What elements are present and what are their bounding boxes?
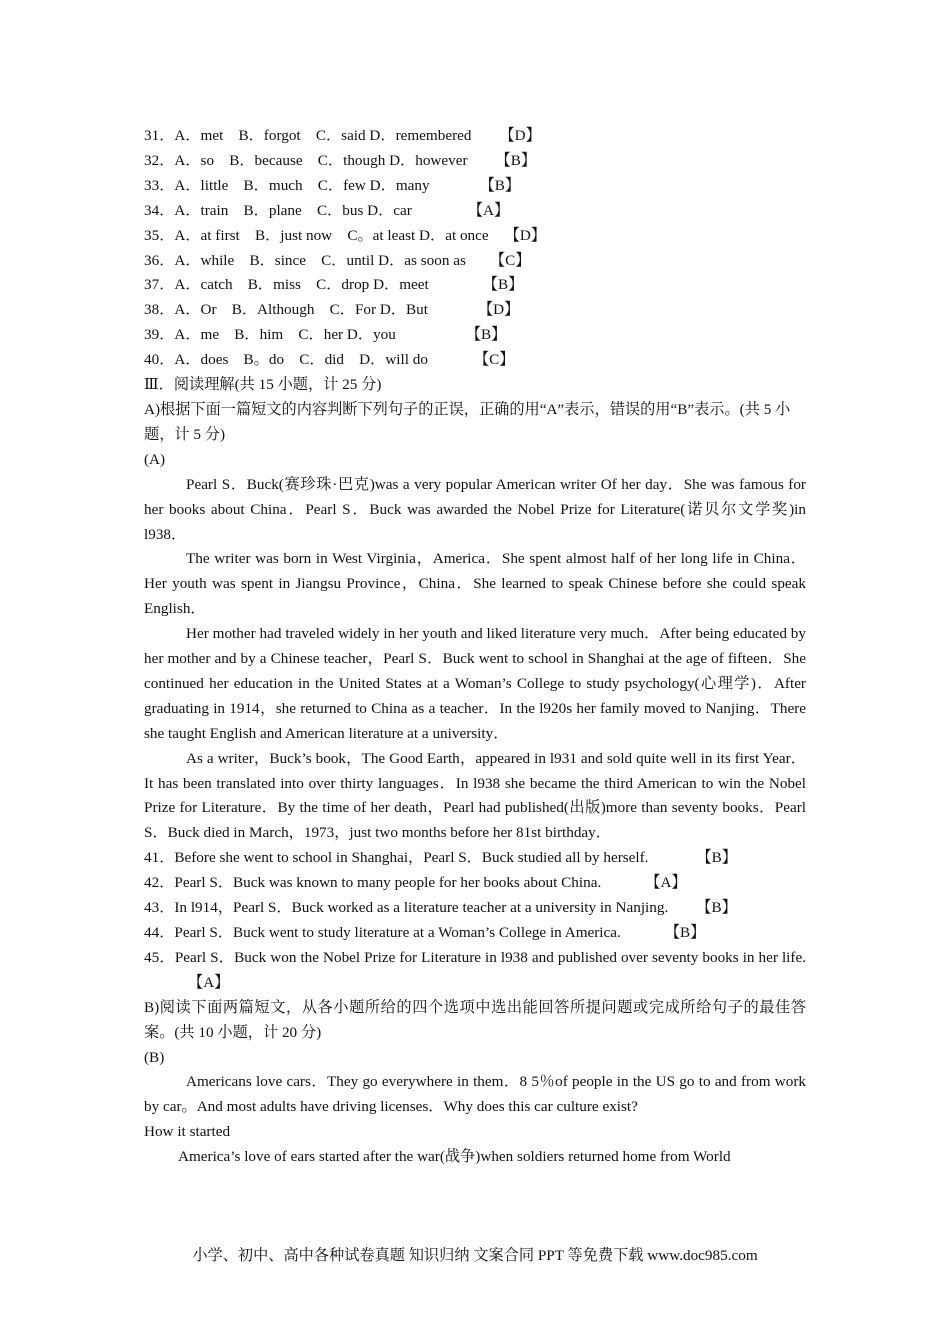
multiple-choice-answers [144, 124, 806, 373]
mc-item-38: 38．A．Or B．Although C．For D．But 【D】 [144, 298, 806, 323]
mc-item-35: 35．A．at first B．just now C。at least D．at once 【D】 [144, 224, 806, 249]
true-false-questions [144, 846, 806, 995]
mc-answer-34: 【A】 [467, 201, 510, 219]
mc-item-33: 33．A．little B．much C．few D．many 【B】 [144, 174, 806, 199]
mc-answer-40: 【C】 [473, 351, 515, 369]
passage-b-paragraph-2: America’s love of ears started after the war(战争)when soldiers returned home from World [178, 1148, 731, 1166]
mc-answer-39: 【B】 [465, 326, 507, 344]
passage-a-paragraph-1: Pearl S．Buck(赛珍珠·巴克)was a very popular American writer Of her day．She was famous for her books about China．Pearl S．Buck was awarded the Nobel Prize for Literature(诺贝尔文学奖)in l938． [144, 475, 806, 543]
tf-item-44: 44．Pearl S．Buck went to study literature at a Woman’s College in America. 【B】 [144, 921, 806, 946]
passage-b-paragraph-1: Americans love cars．They go everywhere in them．8 5％of people in the US go to and from work by car。And most adults have driving licenses．Why does this car culture exist? [144, 1073, 806, 1116]
mc-answer-31: 【D】 [499, 127, 541, 144]
mc-answer-37: 【B】 [482, 276, 524, 294]
mc-answer-38: 【D】 [477, 301, 520, 319]
mc-item-34: 34．A．train B．plane C．bus D．car 【A】 [144, 199, 806, 224]
tf-answer-44: 【B】 [664, 924, 706, 941]
tf-item-45: 45．Pearl S．Buck won the Nobel Prize for Literature in l938 and published over seventy books in her life.【A】 [144, 946, 806, 996]
tf-answer-43: 【B】 [696, 899, 737, 917]
document-page [144, 124, 806, 1170]
part-a-instruction: A)根据下面一篇短文的内容判断下列句子的正误，正确的用“A”表示，错误的用“B”表示。(共 5 小题，计 5 分) [144, 400, 791, 443]
passage-a-paragraph-4: As a writer，Buck’s book，The Good Earth，appeared in l931 and sold quite well in its first Year．It has been translated into over thirty languages．In l938 she became the third American to win the Nobel Prize for Literature．By the time of her death，Pearl had published(出版)more than seventy books．Pearl S．Buck died in March，1973，just two months before her 81st birthday． [144, 749, 806, 842]
part-b-instruction: B)阅读下面两篇短文，从各小题所给的四个选项中选出能回答所提问题或完成所给句子的最佳答案。(共 10 小题，计 20 分) [144, 998, 806, 1041]
part-b-label: (B) [144, 1048, 165, 1066]
mc-item-40: 40．A．does B。do C．did D．will do 【C】 [144, 348, 806, 373]
tf-item-41: 41．Before she went to school in Shanghai，Pearl S．Buck studied all by herself. 【B】 [144, 846, 806, 871]
passage-b-heading: How it started [144, 1123, 231, 1141]
section-title: Ⅲ．阅读理解(共 15 小题，计 25 分) [144, 376, 382, 394]
tf-answer-42: 【A】 [645, 874, 687, 892]
mc-item-36: 36．A．while B．since C．until D．as soon as 【C】 [144, 249, 806, 274]
mc-answer-35: 【D】 [504, 226, 546, 244]
mc-item-39: 39．A．me B．him C．her D．you 【B】 [144, 323, 806, 348]
passage-a-paragraph-3: Her mother had traveled widely in her youth and liked literature very much．After being educated by her mother and by a Chinese teacher，Pearl S．Buck went to school in Shanghai at the age of fifteen．She continued her education in the United States at a Woman’s College to study psychology(心理学)．After graduating in 1914，she returned to China as a teacher．In the l920s her family moved to Nanjing．There she taught English and American literature at a university． [144, 625, 806, 742]
page-footer: 小学、初中、高中各种试卷真题 知识归纳 文案合同 PPT 等免费下载 www.doc985.com [192, 1247, 758, 1264]
tf-item-42: 42．Pearl S．Buck was known to many people for her books about China. 【A】 [144, 871, 806, 896]
mc-item-37: 37．A．catch B．miss C．drop D．meet 【B】 [144, 273, 806, 298]
part-a-label: (A) [144, 450, 166, 468]
mc-answer-36: 【C】 [489, 251, 531, 269]
passage-a [144, 473, 806, 847]
mc-answer-32: 【B】 [495, 151, 537, 169]
mc-item-31: 31．A．met B．forgot C．said D．remembered 【D】 [144, 124, 806, 149]
tf-answer-45: 【A】 [188, 973, 230, 991]
passage-b [144, 1070, 806, 1170]
passage-a-paragraph-2: The writer was born in West Virginia，America．She spent almost half of her long life in China．Her youth was spent in Jiangsu Province，China．She learned to speak Chinese before she could speak English． [144, 550, 806, 618]
tf-answer-41: 【B】 [696, 849, 737, 867]
mc-item-32: 32．A．so B．because C．though D．however 【B】 [144, 149, 806, 174]
tf-item-43: 43．In l914，Pearl S．Buck worked as a literature teacher at a university in Nanjing. 【B】 [144, 896, 806, 921]
mc-answer-33: 【B】 [479, 176, 521, 194]
